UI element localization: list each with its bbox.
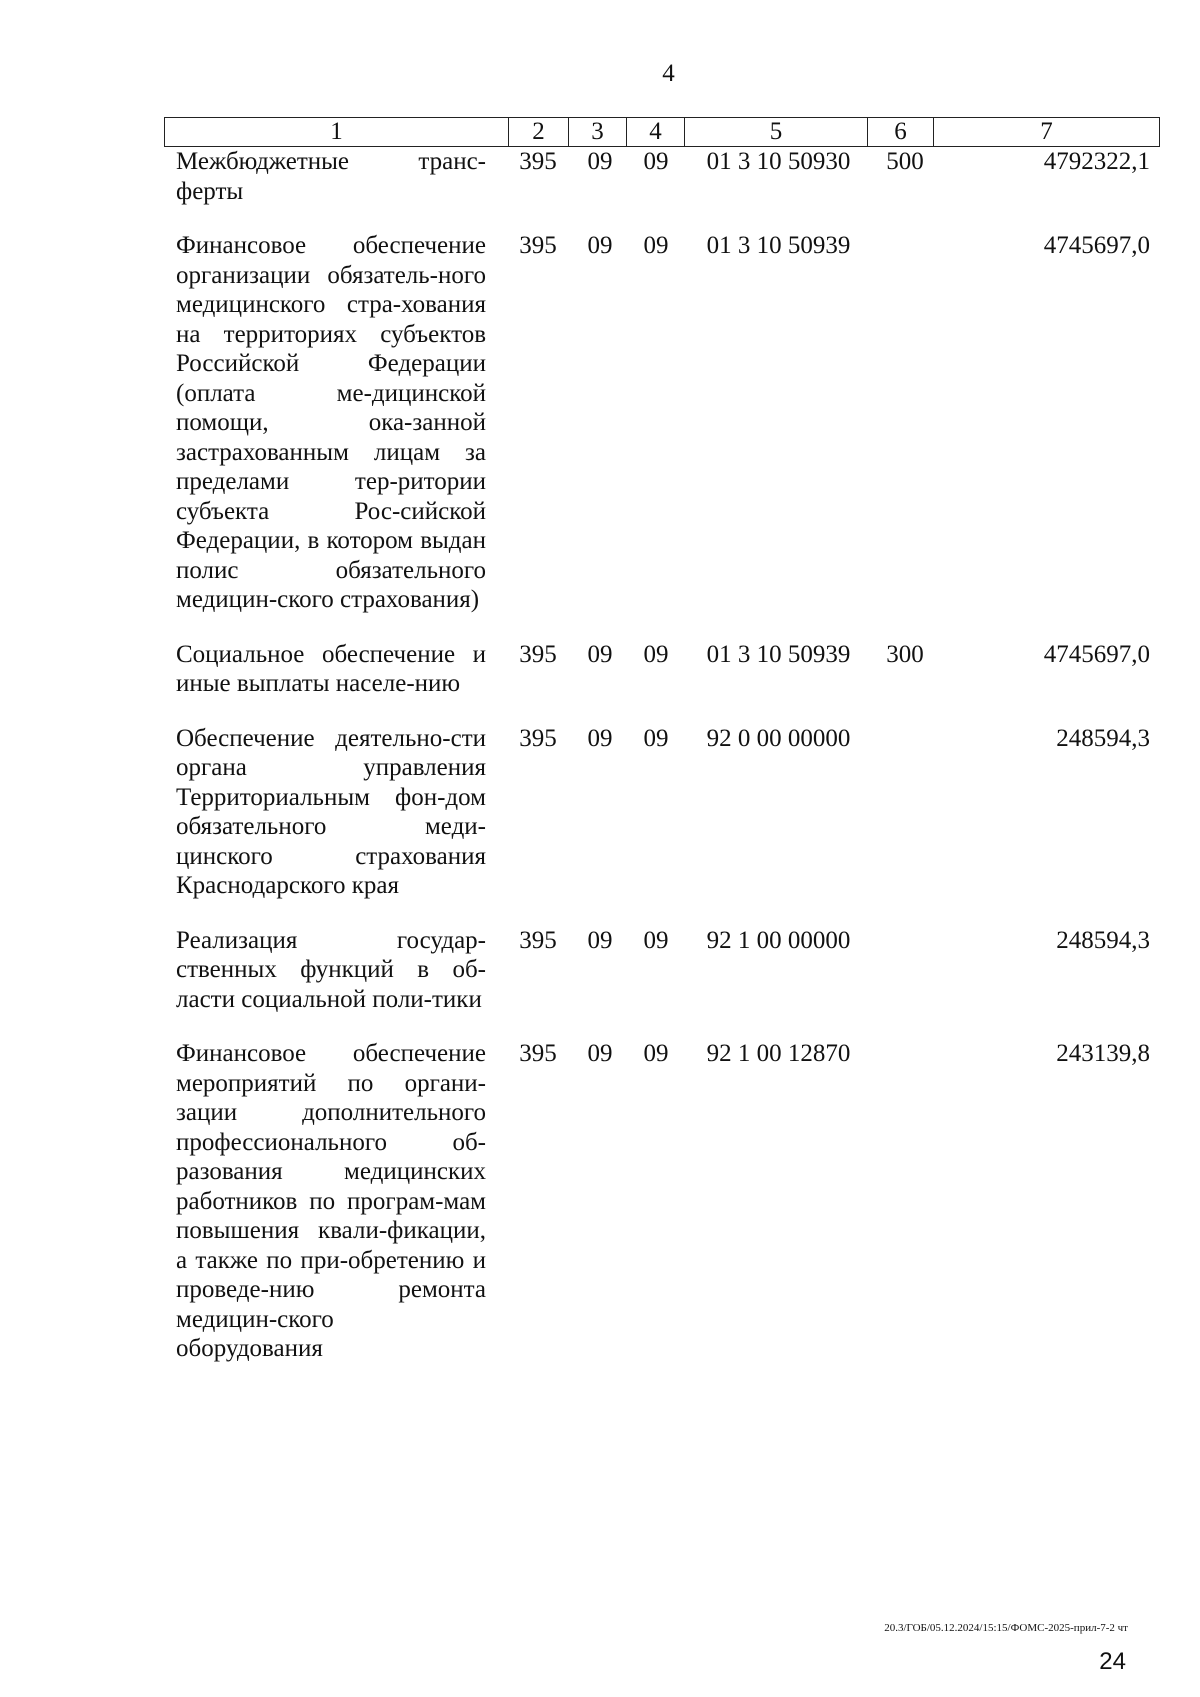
row-col-5: 01 3 10 50939: [706, 232, 851, 259]
header-col-7: 7: [934, 118, 1160, 147]
row-col-7: 248594,3: [1056, 724, 1150, 752]
row-col-2: 395: [519, 1040, 557, 1067]
header-col-3: 3: [569, 118, 627, 147]
row-col-7: 248594,3: [1056, 926, 1150, 954]
row-col-3: 09: [587, 148, 613, 175]
row-col-2: 395: [519, 232, 557, 259]
row-col-2: 395: [519, 148, 557, 175]
row-col-4: 09: [643, 232, 669, 259]
row-col-5: 92 1 00 00000: [706, 926, 851, 954]
row-col-4: 09: [643, 640, 669, 668]
table-body: [164, 147, 1159, 1364]
sheet-number: 24: [1099, 1648, 1126, 1675]
row-description: Социальное обеспечение и иные выплаты населе-нию: [176, 640, 486, 697]
table-header: [164, 117, 1160, 147]
table-row: [164, 231, 1159, 615]
row-description: Финансовое обеспечение мероприятий по органи-зации дополнительного профессионального об-разования медицинских работников по програм-мам повышения квали-фикации, а также по при-обретению и проведе-нию ремонта медицин-ского оборудования: [176, 1040, 486, 1362]
table-row: [164, 926, 1159, 1015]
row-col-3: 09: [587, 232, 613, 259]
row-col-7: 243139,8: [1056, 1040, 1150, 1067]
row-col-6: 300: [886, 640, 924, 668]
row-col-5: 92 0 00 00000: [706, 724, 851, 752]
row-col-4: 09: [643, 724, 669, 752]
row-col-2: 395: [519, 926, 557, 954]
table-row: [164, 1039, 1159, 1364]
row-col-7: 4745697,0: [1043, 232, 1150, 259]
row-description: Финансовое обеспечение организации обязатель-ного медицинского стра-хования на территориях субъектов Российской Федерации (оплата ме-дицинской помощи, ока-занной застрахованным лицам за пределами тер-ритории субъекта Рос-сийской Федерации, в котором выдан полис обязательного медицин-ского страхования): [176, 232, 486, 613]
row-col-3: 09: [587, 926, 613, 954]
table-row: [164, 640, 1159, 699]
row-description: Обеспечение деятельно-сти органа управления Территориальным фон-дом обязательного меди-цинского страхования Краснодарского края: [176, 724, 486, 899]
row-col-7: 4745697,0: [1043, 640, 1150, 668]
row-col-4: 09: [643, 926, 669, 954]
header-col-5: 5: [685, 118, 868, 147]
row-col-2: 395: [519, 724, 557, 752]
page-number: 4: [662, 60, 675, 87]
row-col-6: 500: [886, 148, 924, 175]
row-col-3: 09: [587, 1040, 613, 1067]
document-code: 20.3/ГОБ/05.12.2024/15:15/ФОМС-2025-прил-7-2 чт: [884, 1622, 1128, 1634]
header-col-4: 4: [627, 118, 685, 147]
row-col-5: 01 3 10 50930: [706, 148, 851, 175]
header-col-2: 2: [509, 118, 569, 147]
row-col-5: 92 1 00 12870: [706, 1040, 851, 1067]
row-col-4: 09: [643, 148, 669, 175]
row-description: Межбюджетные транс-ферты: [176, 148, 486, 205]
row-col-3: 09: [587, 724, 613, 752]
row-col-4: 09: [643, 1040, 669, 1067]
row-col-5: 01 3 10 50939: [706, 640, 851, 668]
row-description: Реализация государ-ственных функций в об-ласти социальной поли-тики: [176, 926, 486, 1013]
row-col-7: 4792322,1: [1043, 148, 1150, 175]
table-row: [164, 147, 1159, 206]
header-col-1: 1: [165, 118, 509, 147]
row-col-3: 09: [587, 640, 613, 668]
table-row: [164, 724, 1159, 901]
header-col-6: 6: [868, 118, 934, 147]
row-col-2: 395: [519, 640, 557, 668]
